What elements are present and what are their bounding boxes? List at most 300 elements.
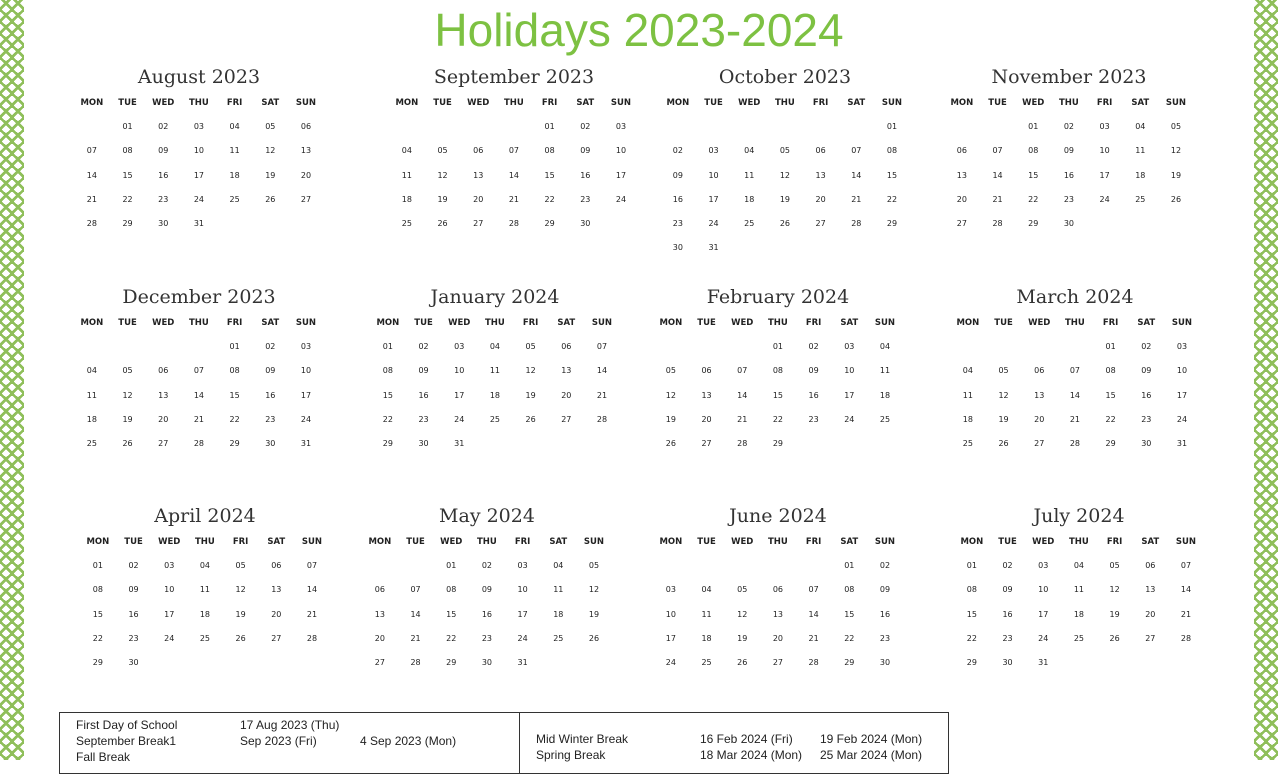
day-cell: 30 <box>672 243 683 253</box>
day-cell: 28 <box>86 219 97 229</box>
weekday-header: WED <box>738 98 761 108</box>
day-cell: 03 <box>193 122 204 131</box>
weekday-header: THU <box>476 537 497 547</box>
month-day-grid <box>74 96 324 241</box>
empty-day-cell <box>74 120 110 144</box>
empty-day-cell <box>796 559 832 583</box>
day-cell: 07 <box>410 585 421 595</box>
weekday-header: SUN <box>591 318 613 328</box>
day-cell: 26 <box>1170 194 1182 204</box>
weekday-header: THU <box>188 318 209 328</box>
day-cell: 15 <box>92 609 103 619</box>
weekday-header: SAT <box>1141 537 1160 547</box>
day-cell: 24 <box>454 414 465 424</box>
day-cell: 13 <box>271 585 282 595</box>
day-cell: 06 <box>158 366 169 376</box>
month-name: January 2024 <box>430 286 560 308</box>
weekday-header: TUE <box>118 318 137 328</box>
day-cell: 20 <box>300 170 312 180</box>
day-cell: 27 <box>956 219 967 229</box>
weekday-header: SUN <box>881 98 903 108</box>
day-cell: 14 <box>193 390 204 400</box>
day-cell: 20 <box>1145 609 1156 619</box>
day-cell: 16 <box>128 609 139 619</box>
day-cell: 17 <box>193 170 204 180</box>
day-cell: 08 <box>844 585 855 595</box>
day-cell: 18 <box>1135 170 1146 180</box>
month-day-grid <box>389 96 639 241</box>
weekday-header: MON <box>80 98 104 108</box>
day-cell: 08 <box>229 366 240 376</box>
day-cell: 16 <box>481 609 492 619</box>
month-name: July 2024 <box>1033 505 1125 527</box>
day-cell: 06 <box>271 561 282 570</box>
day-cell: 17 <box>1099 170 1110 180</box>
day-cell: 02 <box>808 342 819 351</box>
empty-day-cell <box>944 120 980 144</box>
day-cell: 10 <box>1176 366 1188 376</box>
left-decorative-border <box>0 0 24 760</box>
day-cell: 29 <box>92 658 103 668</box>
day-cell: 21 <box>86 194 97 204</box>
day-cell: 03 <box>1038 561 1049 570</box>
day-cell: 19 <box>437 194 448 204</box>
day-cell: 24 <box>1176 414 1188 424</box>
month-calendar <box>660 64 910 266</box>
day-cell: 27 <box>1034 439 1045 449</box>
day-cell: 06 <box>815 146 826 156</box>
day-cell: 25 <box>879 414 891 424</box>
day-cell: 18 <box>744 194 755 204</box>
day-cell: 21 <box>851 194 862 204</box>
day-cell: 08 <box>886 146 898 156</box>
day-cell: 16 <box>879 609 891 619</box>
day-cell: 16 <box>1141 390 1152 400</box>
weekday-header: SUN <box>583 537 605 547</box>
day-cell: 09 <box>1063 146 1074 156</box>
day-cell: 07 <box>193 366 204 376</box>
empty-day-cell <box>724 559 760 583</box>
month-calendar <box>944 64 1194 241</box>
day-cell: 28 <box>851 219 862 229</box>
weekday-header: THU <box>1058 98 1079 108</box>
day-cell: 23 <box>128 633 139 643</box>
day-cell: 31 <box>1038 658 1049 668</box>
weekday-header: THU <box>1064 318 1085 328</box>
day-cell: 19 <box>265 170 276 180</box>
weekday-header: THU <box>194 537 215 547</box>
day-cell: 02 <box>879 561 891 570</box>
day-cell: 31 <box>1176 439 1188 449</box>
day-cell: 18 <box>229 170 240 180</box>
day-cell: 30 <box>879 658 891 668</box>
weekday-header: SUN <box>610 98 632 108</box>
day-cell: 08 <box>966 585 977 595</box>
weekday-header: MON <box>956 318 980 328</box>
day-cell: 17 <box>164 609 175 619</box>
day-cell: 26 <box>437 219 448 229</box>
day-cell: 15 <box>966 609 977 619</box>
weekday-header: SUN <box>301 537 323 547</box>
day-cell: 14 <box>306 585 318 595</box>
day-cell: 20 <box>815 194 826 204</box>
day-cell: 21 <box>508 194 519 204</box>
empty-day-cell <box>181 340 217 364</box>
page-title: Holidays 2023-2024 <box>434 4 844 56</box>
day-cell: 10 <box>708 170 719 180</box>
day-cell: 02 <box>1141 342 1152 351</box>
day-cell: 26 <box>122 439 133 449</box>
day-cell: 13 <box>956 170 967 180</box>
day-cell: 12 <box>235 585 246 595</box>
day-cell: 15 <box>122 170 133 180</box>
weekday-header: TUE <box>697 318 716 328</box>
weekday-header: SAT <box>840 318 859 328</box>
day-cell: 28 <box>1069 439 1080 449</box>
day-cell: 06 <box>473 146 484 156</box>
day-cell: 04 <box>199 561 210 570</box>
day-cell: 16 <box>1002 609 1013 619</box>
day-cell: 06 <box>1034 366 1045 376</box>
day-cell: 16 <box>418 390 429 400</box>
empty-day-cell <box>496 120 532 144</box>
day-cell: 29 <box>844 658 855 668</box>
month-name: September 2023 <box>433 66 595 88</box>
weekday-header: WED <box>1028 318 1051 328</box>
weekday-header: FRI <box>522 318 539 328</box>
day-cell: 02 <box>1002 561 1013 570</box>
day-cell: 30 <box>418 439 429 449</box>
day-cell: 11 <box>229 146 240 156</box>
legend-row <box>536 731 948 747</box>
day-cell: 19 <box>235 609 246 619</box>
day-cell: 22 <box>844 633 855 643</box>
day-cell: 02 <box>128 561 139 570</box>
day-cell: 17 <box>708 194 719 204</box>
legend-from: Sep 2023 (Fri) <box>240 734 317 748</box>
day-cell: 11 <box>701 609 712 619</box>
weekday-header: FRI <box>226 318 243 328</box>
day-cell: 12 <box>737 609 748 619</box>
weekday-header: FRI <box>1102 318 1119 328</box>
month-name: November 2023 <box>991 66 1147 88</box>
weekday-header: TUE <box>697 537 716 547</box>
day-cell: 26 <box>588 633 600 643</box>
day-cell: 26 <box>998 439 1009 449</box>
day-cell: 16 <box>580 170 591 180</box>
weekday-header: MON <box>395 98 419 108</box>
day-cell: 07 <box>596 342 608 351</box>
day-cell: 14 <box>808 609 819 619</box>
empty-day-cell <box>398 559 434 583</box>
day-cell: 14 <box>851 170 862 180</box>
month-calendar <box>653 503 903 680</box>
day-cell: 31 <box>454 439 465 449</box>
day-cell: 24 <box>1099 194 1110 204</box>
day-cell: 09 <box>1141 366 1152 376</box>
empty-day-cell <box>767 120 803 144</box>
day-cell: 06 <box>701 366 712 376</box>
day-cell: 06 <box>561 342 572 351</box>
day-cell: 30 <box>128 658 139 668</box>
day-cell: 15 <box>772 390 783 400</box>
weekday-header: SUN <box>295 98 317 108</box>
day-cell: 15 <box>886 170 898 180</box>
weekday-header: FRI <box>541 98 558 108</box>
day-cell: 25 <box>489 414 500 424</box>
day-cell: 12 <box>265 146 276 156</box>
day-cell: 04 <box>879 342 891 351</box>
legend-label: First Day of School <box>76 718 178 732</box>
day-cell: 29 <box>966 658 977 668</box>
day-cell: 15 <box>229 390 240 400</box>
day-cell: 20 <box>701 414 712 424</box>
day-cell: 24 <box>300 414 312 424</box>
day-cell: 19 <box>1170 170 1182 180</box>
day-cell: 12 <box>665 390 676 400</box>
day-cell: 03 <box>300 342 312 351</box>
weekday-header: THU <box>1068 537 1089 547</box>
day-cell: 08 <box>382 366 393 376</box>
empty-day-cell <box>986 340 1022 364</box>
day-cell: 12 <box>122 390 133 400</box>
weekday-header: THU <box>484 318 505 328</box>
day-cell: 21 <box>306 609 318 619</box>
day-cell: 19 <box>122 414 133 424</box>
day-cell: 18 <box>1073 609 1084 619</box>
day-cell: 11 <box>962 390 973 400</box>
day-cell: 01 <box>544 122 555 131</box>
day-cell: 22 <box>544 194 555 204</box>
month-calendar <box>74 64 324 241</box>
day-cell: 25 <box>1073 633 1084 643</box>
day-cell: 05 <box>265 122 276 131</box>
month-calendar <box>74 284 324 461</box>
weekday-header: SUN <box>874 537 896 547</box>
weekday-header: SUN <box>1171 318 1193 328</box>
day-cell: 17 <box>1038 609 1049 619</box>
weekday-header: TUE <box>124 537 143 547</box>
day-cell: 09 <box>580 146 591 156</box>
weekday-header: MON <box>376 318 400 328</box>
weekday-header: WED <box>731 537 754 547</box>
weekday-header: SAT <box>267 537 286 547</box>
day-cell: 13 <box>158 390 169 400</box>
day-cell: 12 <box>437 170 448 180</box>
legend-row <box>76 733 519 749</box>
day-cell: 29 <box>446 658 457 668</box>
day-cell: 08 <box>1105 366 1116 376</box>
day-cell: 23 <box>879 633 891 643</box>
day-cell: 21 <box>737 414 748 424</box>
weekday-header: WED <box>467 98 490 108</box>
month-calendar <box>362 503 612 680</box>
day-cell: 22 <box>122 194 133 204</box>
legend-row <box>76 749 519 765</box>
day-cell: 05 <box>525 342 536 351</box>
month-name: June 2024 <box>729 505 827 527</box>
day-cell: 23 <box>808 414 819 424</box>
day-cell: 28 <box>737 439 748 449</box>
day-cell: 01 <box>844 561 855 570</box>
month-name: March 2024 <box>1016 286 1134 308</box>
day-cell: 29 <box>886 219 898 229</box>
day-cell: 17 <box>844 390 855 400</box>
weekday-header: FRI <box>812 98 829 108</box>
day-cell: 01 <box>229 342 240 351</box>
day-cell: 20 <box>271 609 282 619</box>
day-cell: 06 <box>300 122 312 131</box>
legend-row <box>76 717 519 733</box>
empty-day-cell <box>950 340 986 364</box>
empty-day-cell <box>803 120 839 144</box>
day-cell: 03 <box>844 342 855 351</box>
weekday-header: FRI <box>232 537 249 547</box>
weekday-header: MON <box>950 98 974 108</box>
month-day-grid <box>74 316 324 461</box>
day-cell: 19 <box>1109 609 1120 619</box>
day-cell: 18 <box>489 390 500 400</box>
day-cell: 10 <box>615 146 627 156</box>
day-cell: 22 <box>92 633 103 643</box>
day-cell: 11 <box>1073 585 1084 595</box>
legend-label: September Break1 <box>76 734 177 748</box>
day-cell: 27 <box>374 658 385 668</box>
month-calendar <box>389 64 639 241</box>
day-cell: 23 <box>580 194 591 204</box>
day-cell: 04 <box>553 561 564 570</box>
day-cell: 05 <box>1170 122 1182 131</box>
weekday-header: WED <box>1032 537 1055 547</box>
day-cell: 09 <box>1002 585 1013 595</box>
day-cell: 02 <box>481 561 492 570</box>
day-cell: 31 <box>708 243 719 253</box>
day-cell: 12 <box>1170 146 1182 156</box>
weekday-header: THU <box>774 98 795 108</box>
month-name: December 2023 <box>122 286 276 308</box>
weekday-header: FRI <box>805 537 822 547</box>
weekday-header: MON <box>666 98 690 108</box>
day-cell: 23 <box>1063 194 1074 204</box>
day-cell: 01 <box>1028 122 1039 131</box>
day-cell: 05 <box>998 366 1009 376</box>
weekday-header: THU <box>767 318 788 328</box>
day-cell: 08 <box>122 146 133 156</box>
day-cell: 03 <box>708 146 719 156</box>
weekday-header: SAT <box>1137 318 1156 328</box>
empty-day-cell <box>980 120 1016 144</box>
day-cell: 26 <box>235 633 246 643</box>
day-cell: 27 <box>300 194 312 204</box>
day-cell: 05 <box>235 561 246 570</box>
day-cell: 25 <box>744 219 755 229</box>
day-cell: 17 <box>665 633 676 643</box>
day-cell: 17 <box>1176 390 1188 400</box>
day-cell: 23 <box>1141 414 1152 424</box>
day-cell: 03 <box>1176 342 1188 351</box>
day-cell: 20 <box>772 633 783 643</box>
day-cell: 05 <box>779 146 790 156</box>
day-cell: 01 <box>92 561 103 570</box>
day-cell: 09 <box>481 585 492 595</box>
weekday-header: SUN <box>874 318 896 328</box>
weekday-header: THU <box>503 98 524 108</box>
day-cell: 29 <box>772 439 783 449</box>
day-cell: 04 <box>962 366 973 376</box>
legend-from: 18 Mar 2024 (Mon) <box>700 748 803 762</box>
day-cell: 13 <box>701 390 712 400</box>
day-cell: 07 <box>1069 366 1080 376</box>
day-cell: 15 <box>446 609 457 619</box>
day-cell: 14 <box>992 170 1003 180</box>
day-cell: 07 <box>86 146 97 156</box>
day-cell: 04 <box>86 366 97 376</box>
day-cell: 15 <box>1028 170 1039 180</box>
weekday-header: THU <box>767 537 788 547</box>
day-cell: 07 <box>508 146 519 156</box>
day-cell: 29 <box>382 439 393 449</box>
day-cell: 07 <box>992 146 1003 156</box>
day-cell: 22 <box>229 414 240 424</box>
day-cell: 25 <box>1135 194 1146 204</box>
day-cell: 20 <box>1034 414 1045 424</box>
weekday-header: MON <box>659 318 683 328</box>
month-calendar <box>954 503 1204 680</box>
day-cell: 09 <box>158 146 169 156</box>
day-cell: 14 <box>410 609 421 619</box>
day-cell: 10 <box>193 146 204 156</box>
day-cell: 07 <box>737 366 748 376</box>
day-cell: 16 <box>265 390 276 400</box>
weekday-header: TUE <box>994 318 1013 328</box>
day-cell: 05 <box>665 366 676 376</box>
day-cell: 20 <box>158 414 169 424</box>
day-cell: 13 <box>300 146 312 156</box>
empty-day-cell <box>74 340 110 364</box>
month-day-grid <box>370 316 620 461</box>
day-cell: 17 <box>615 170 627 180</box>
legend-label: Fall Break <box>76 750 131 764</box>
day-cell: 04 <box>1135 122 1146 131</box>
month-day-grid <box>653 316 903 461</box>
day-cell: 20 <box>473 194 484 204</box>
day-cell: 15 <box>544 170 555 180</box>
day-cell: 11 <box>879 366 891 376</box>
day-cell: 02 <box>418 342 429 351</box>
day-cell: 01 <box>122 122 133 131</box>
day-cell: 27 <box>772 658 783 668</box>
day-cell: 14 <box>596 366 608 376</box>
day-cell: 30 <box>1141 439 1152 449</box>
day-cell: 07 <box>808 585 819 595</box>
empty-day-cell <box>653 559 689 583</box>
day-cell: 06 <box>1145 561 1156 570</box>
day-cell: 18 <box>553 609 564 619</box>
day-cell: 25 <box>86 439 97 449</box>
day-cell: 27 <box>158 439 169 449</box>
month-day-grid <box>944 96 1194 241</box>
day-cell: 03 <box>454 342 465 351</box>
day-cell: 11 <box>199 585 210 595</box>
weekday-header: TUE <box>704 98 723 108</box>
day-cell: 19 <box>665 414 676 424</box>
day-cell: 18 <box>701 633 712 643</box>
month-name: August 2023 <box>137 66 261 88</box>
day-cell: 29 <box>1028 219 1039 229</box>
day-cell: 26 <box>265 194 276 204</box>
day-cell: 22 <box>772 414 783 424</box>
day-cell: 02 <box>672 146 683 156</box>
